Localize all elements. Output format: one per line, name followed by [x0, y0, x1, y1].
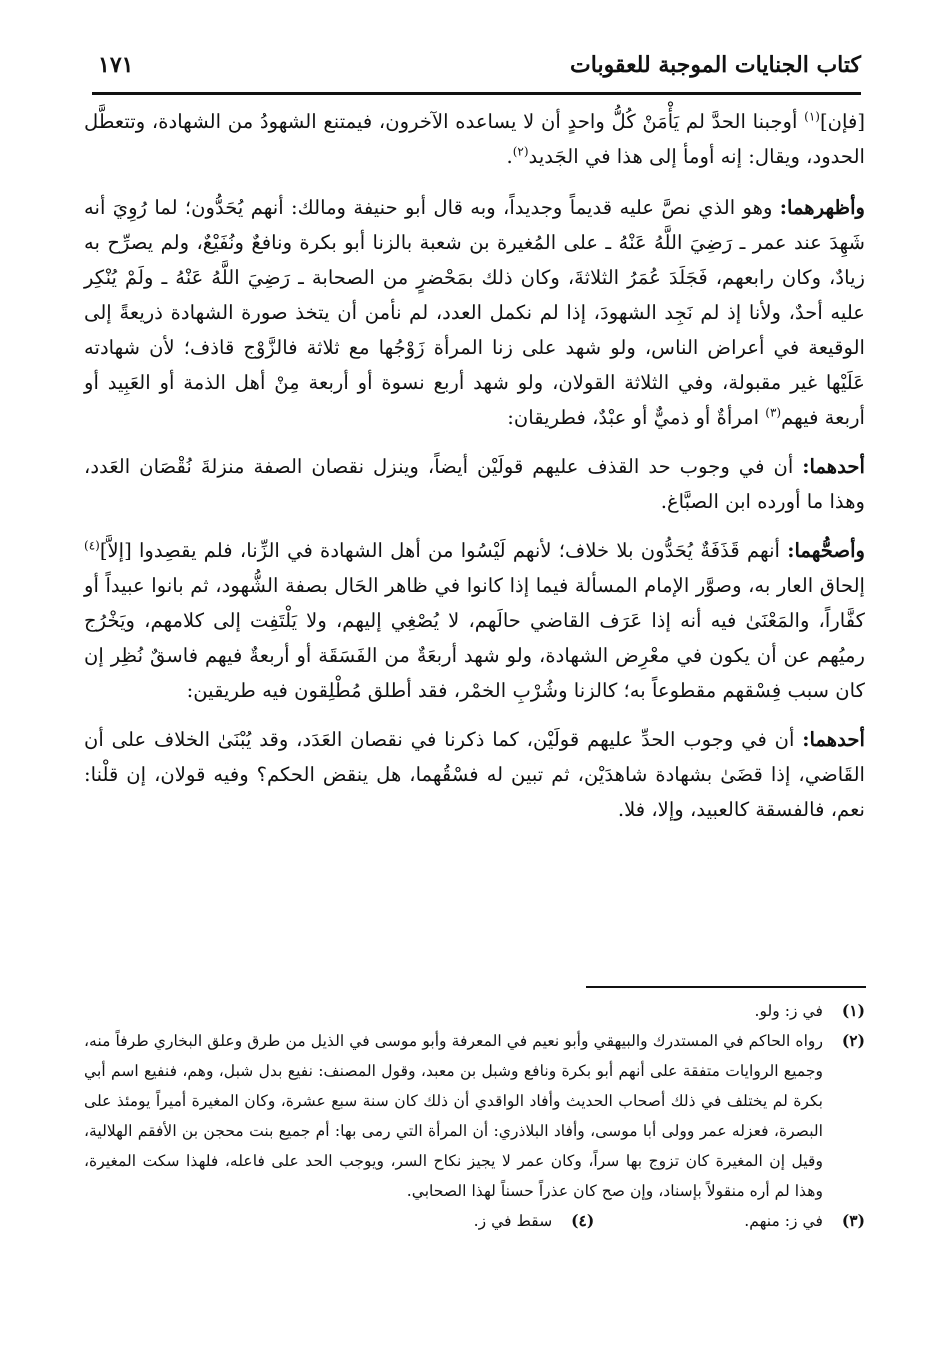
paragraph	[84, 104, 865, 174]
footnote-number: (٤)	[571, 1211, 595, 1230]
footnote-ref[interactable]: (٤)	[84, 538, 100, 553]
footnote-number: (١)	[841, 1001, 865, 1020]
section-lead: أحدهما:	[802, 455, 865, 478]
footnote	[474, 1206, 595, 1236]
footnote	[84, 996, 865, 1026]
footnote-row	[84, 1206, 865, 1236]
footnote-number: (٣)	[841, 1211, 865, 1230]
footnote-ref[interactable]: (١)	[804, 109, 820, 124]
text-segment: وهو الذي نصَّ عليه قديماً وجديداً، وبه قال أبو حنيفة ومالك: أنهم يُحَدُّون؛ لما رُوِيَ أنه شَهِدَ عند عمر ـ رَضِيَ اللَّهُ عَنْهُ ـ على المُغيرة بن شعبة بالزنا أبو بكرة ونافعٌ ونُفَيْعٌ، ولم يصرِّح به زيادٌ، وكان رابعهم، فَجَلَدَ عُمَرُ الثلاثةَ، وكان ذلك بمَحْضرٍ من الصحابة ـ رَضِيَ اللَّهُ عَنْهُ ـ ولَمْ يُنْكِر عليه أحدٌ، ولأنا إذ لم نَجِد الشهودَ، إذا لم نكمل العدد، لم نأمن أن يتخذ صورة الشهادة ذريعةً إلى الوقيعة في أعراض الناس، ولو شهد على زنا المرأة زَوْجُها مع ثلاثة فالزَّوْج قاذف؛ لأن شهادته عَلَيْها غير مقبولة، وفي الثلاثة القولان، ولو شهد أربع نسوة أو أربعة مِنْ أهل الذمة أو العَبِيد أو أربعة فيهم	[84, 196, 865, 429]
page-header	[92, 44, 861, 95]
section-lead: وأصحُّهما:	[787, 539, 865, 562]
footnote-ref[interactable]: (٣)	[765, 405, 782, 420]
footnote-divider	[586, 986, 866, 988]
footnote-text: في ز: منهم.	[744, 1212, 823, 1230]
footnote-text: سقط في ز.	[473, 1212, 553, 1230]
text-segment: [فإن]	[819, 110, 865, 133]
footnote-number: (٢)	[841, 1031, 865, 1050]
footnote-text: رواه الحاكم في المستدرك والبيهقي وأبو نعيم في المعرفة وأبو موسى في الذيل من طرق وعلق البخاري طرفاً منه، وجميع الروايات متفقة على أنهم أبو بكرة ونافع وشبل بن معبد، وقول المصنف: نفيع بدل شبل، وهم، فنفيع اسم أبي بكرة لم يختلف في ذلك أصحاب الحديث وأفاد الواقدي أن ذلك كان سنة سبع عشرة، وكان المغيرة أميراً يومئذ على البصرة، فعزله عمر وولى أبا موسى، وأفاد البلاذري: أن المرأة التي رمى بها: أم جميع بنت محجن بن الأفقم الهلالية، وقيل إن المغيرة كان تزوج بها سراً، وكان عمر لا يجيز نكاح السر، ويوجب الحد على فاعله، فلهذا سكت المغيرة، وهذا لم أره منقولاً بإسناد، وإن صح كان عذراً حسناً لهذا الصحابي.	[84, 1032, 823, 1200]
text-segment: أن في وجوب الحدِّ عليهم قولَيْن، كما ذكرنا في نقصان العَدَد، وقد يُبْنَىٰ الخلاف على أن القَاضي، إذا قضَىٰ بشهادة شاهدَيْن، ثم تبين له فسْقُهما، هل ينقض الحكم؟ وفيه قولان، إن قلْنا: نعم، فالفسقة كالعبيد، وإلا، فلا.	[84, 728, 865, 821]
text-segment: أوجبنا الحدَّ لم يَأْمَنْ كُلُّ واحدٍ أن لا يساعده الآخرون، فيمتنع الشهودُ من الشهادة، وتتعطَّل الحدود، ويقال: إنه أومأ إلى هذا في الجَديد	[84, 110, 865, 168]
running-title: كتاب الجنايات الموجبة للعقوبات	[570, 52, 861, 78]
text-segment: أن في وجوب حد القذف عليهم قولَيْن أيضاً، وينزل نقصان الصفة منزلةَ نُقْصَان العَدد، وهذا ما أورده ابن الصبَّاغ.	[84, 455, 865, 513]
text-segment: أنهم قَذَفَةٌ يُحَدُّون بلا خلاف؛ لأنهم لَيْسُوا من أهل الشهادة في الزِّنا، فلم يقصِدوا [إلاَّ]	[99, 539, 788, 562]
text-segment: امرأةٌ أو ذميٌّ أو عبْدٌ، فطريقان:	[507, 406, 766, 429]
paragraph	[84, 722, 865, 827]
text-segment: إلحاق العار به، وصوَّر الإمام المسألة فيما إذا كانوا في ظاهر الحَال بصفة الشُّهود، ثم بانوا عبيداً أو كفَّاراً، والمَعْنَىٰ فيه أنه إذا عَرَف القاضي حالَهم، لا يُصْغِي إليهم، ولا يَلْتَفِت إلى كلامهم، ويَخْرُج رميُهم عن أن يكون في معْرِض الشهادة، ولو شهد أربعَةٌ من الفَسَقَة أو أربعةٌ فيهم فاسقٌ نُظِر إن كان سبب فِسْقهم مقطوعاً به؛ كالزنا وشُرْبِ الخمْر، فقد أطلق مُطْلِقون فيه طريقين:	[84, 574, 865, 702]
footnote-text: في ز: ولو.	[754, 1002, 823, 1020]
section-lead: أحدهما:	[802, 728, 865, 751]
footnote-ref[interactable]: (٢)	[512, 144, 529, 159]
main-text	[84, 104, 865, 841]
footnotes	[84, 996, 865, 1236]
paragraph	[84, 449, 865, 519]
footnote	[744, 1206, 865, 1236]
section-lead: وأظهرهما:	[779, 196, 865, 219]
paragraph	[84, 190, 865, 435]
text-segment: .	[506, 145, 513, 168]
paragraph	[84, 533, 865, 708]
footnote	[84, 1026, 865, 1206]
page-number: ١٧١	[98, 52, 134, 78]
